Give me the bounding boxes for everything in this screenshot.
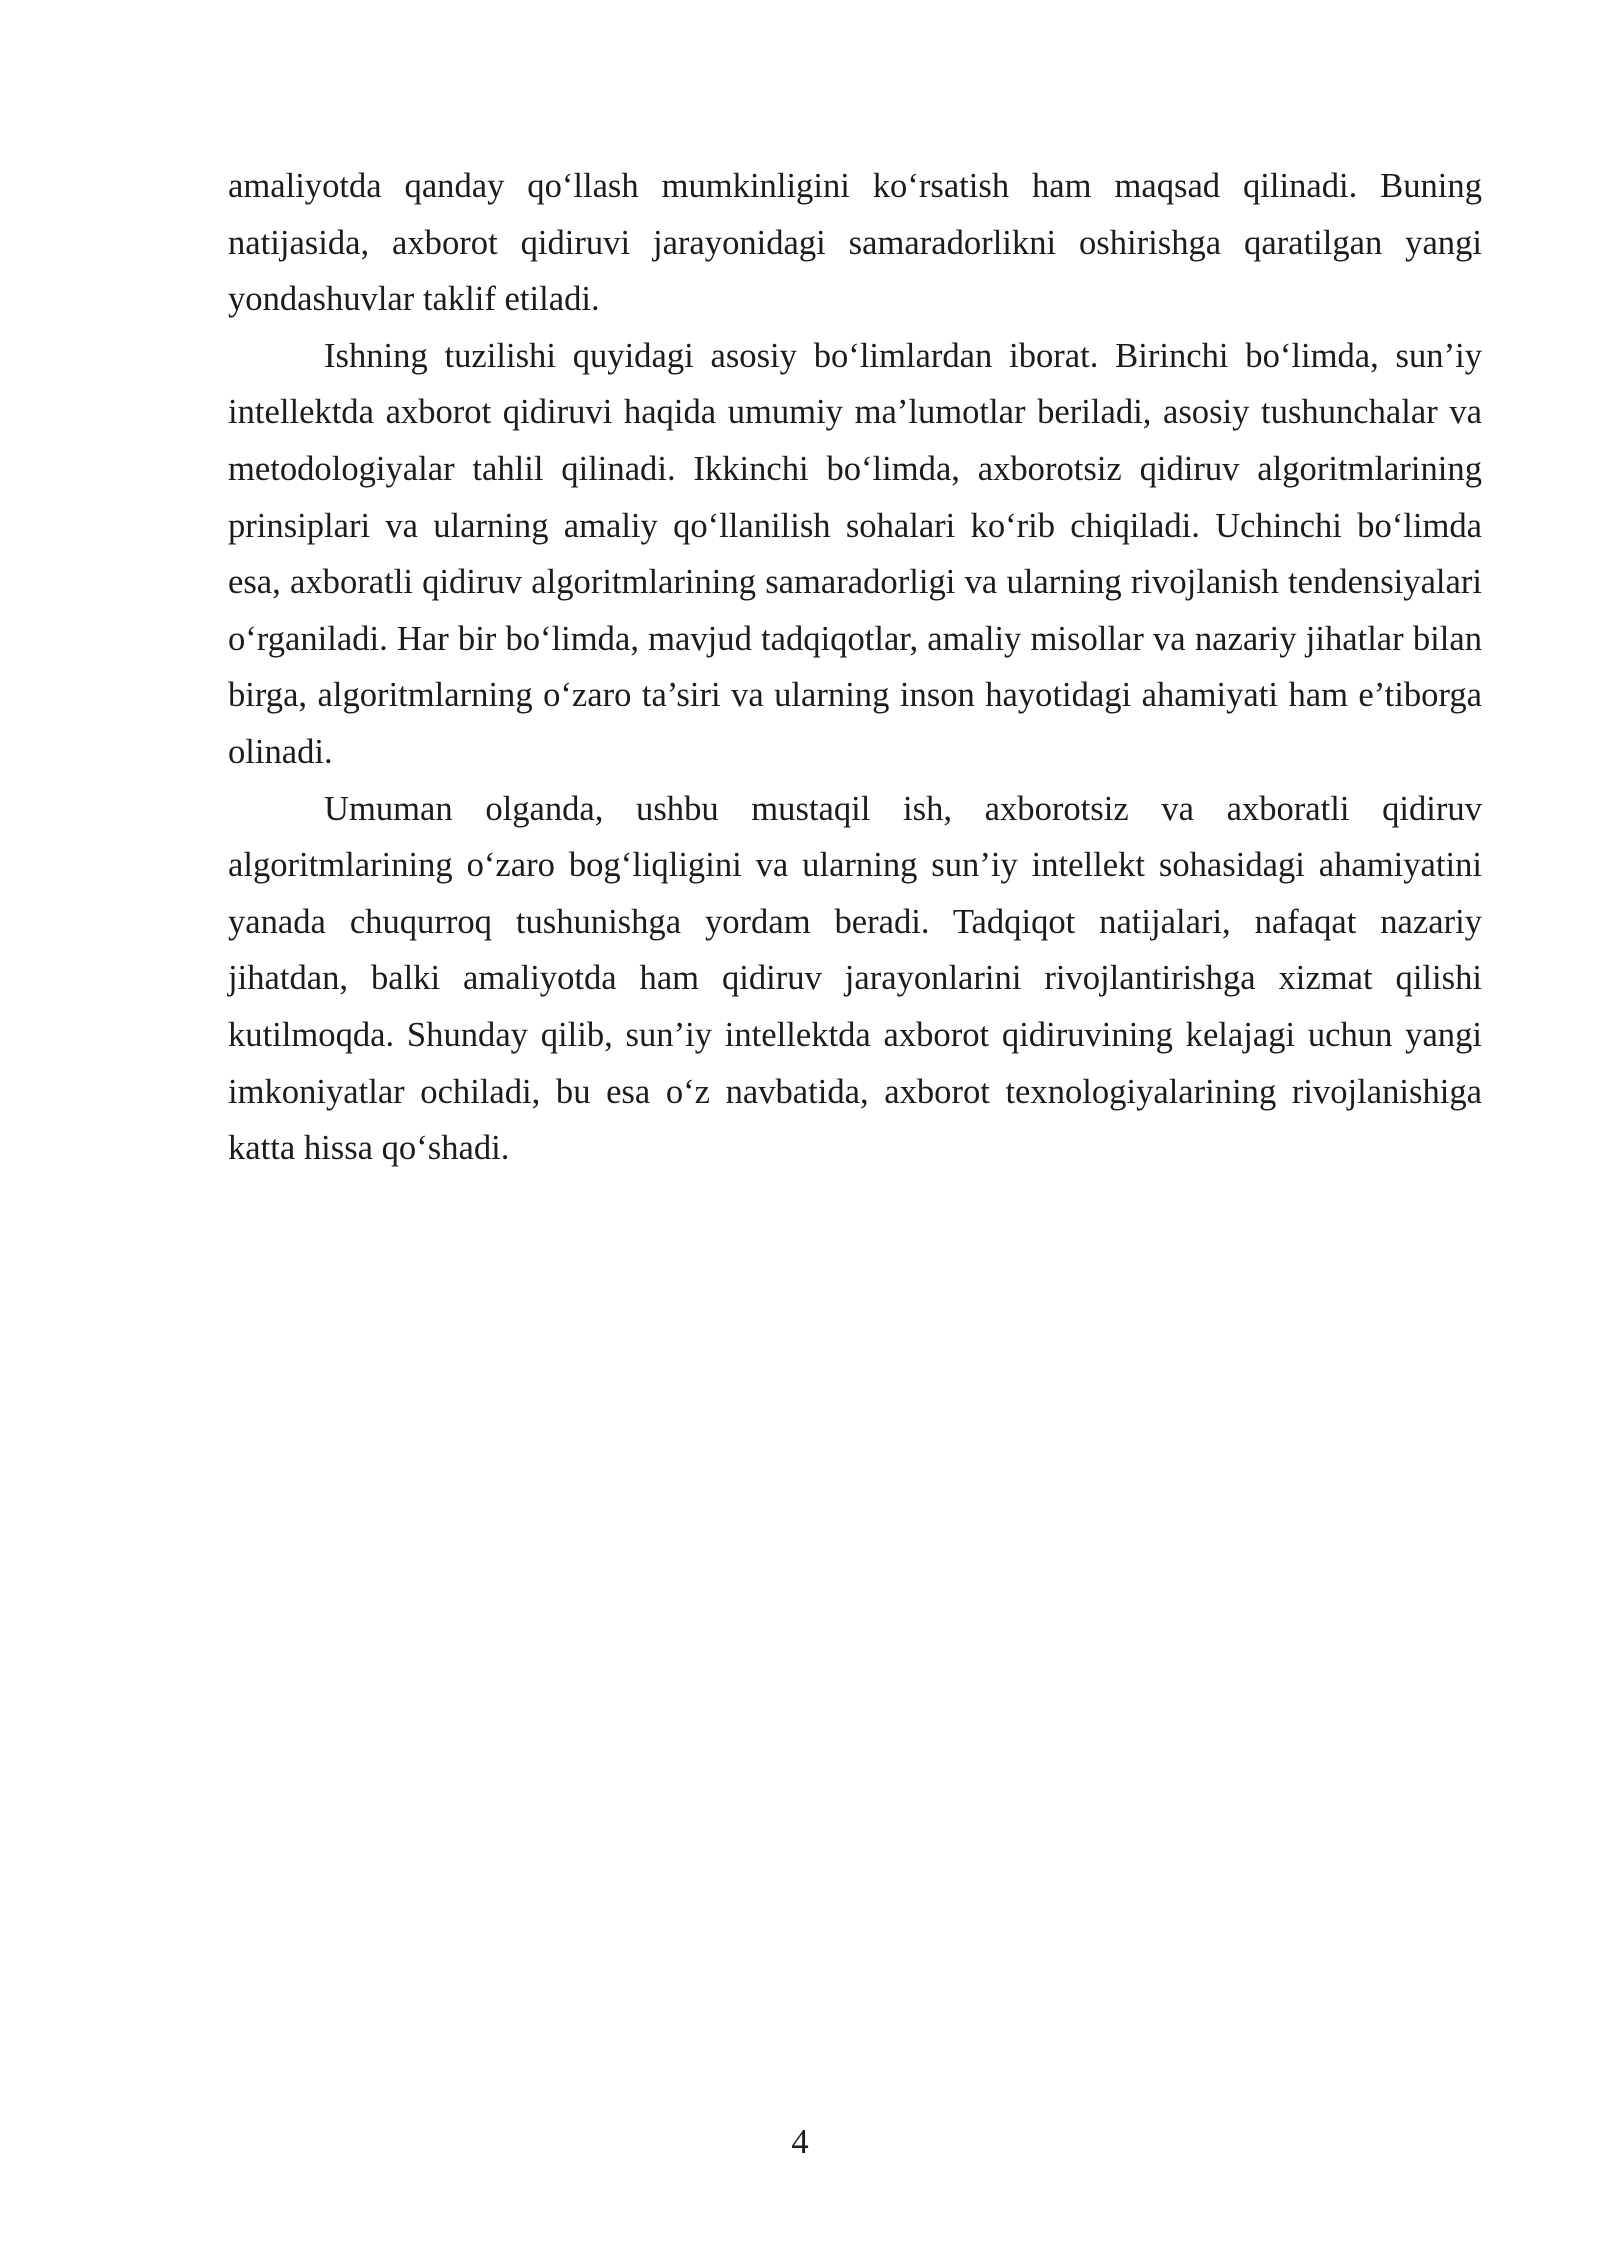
paragraph-3: Umuman olganda, ushbu mustaqil ish, axborotsiz va axboratli qidiruv algoritmlarining o‘zaro bog‘liqligini va ularning sun’iy intellekt sohasidagi ahamiyatini yanada chuqurroq tushunishga yordam beradi. Tadqiqot natijalari, nafaqat nazariy jihatdan, balki amaliyotda ham qidiruv jarayonlarini rivojlantirishga xizmat qilishi kutilmoqda. Shunday qilib, sun’iy intellektda axborot qidiruvining kelajagi uchun yangi imkoniyatlar ochiladi, bu esa o‘z navbatida, axborot texnologiyalarining rivojlanishiga katta hissa qo‘shadi. (228, 789, 1482, 1168)
paragraph-2: Ishning tuzilishi quyidagi asosiy bo‘limlardan iborat. Birinchi bo‘limda, sun’iy intellektda axborot qidiruvi haqida umumiy ma’lumotlar beriladi, asosiy tushunchalar va metodologiyalar tahlil qilinadi. Ikkinchi bo‘limda, axborotsiz qidiruv algoritmlarining prinsiplari va ularning amaliy qo‘llanilish sohalari ko‘rib chiqiladi. Uchinchi bo‘limda esa, axboratli qidiruv algoritmlarining samaradorligi va ularning rivojlanish tendensiyalari o‘rganiladi. Har bir bo‘limda, mavjud tadqiqotlar, amaliy misollar va nazariy jihatlar bilan birga, algoritmlarning o‘zaro ta’siri va ularning inson hayotidagi ahamiyati ham e’tiborga olinadi. (228, 336, 1482, 771)
page-number: 4 (791, 2123, 809, 2161)
document-body (228, 158, 1482, 1177)
paragraph-1: amaliyotda qanday qo‘llash mumkinligini ko‘rsatish ham maqsad qilinadi. Buning natijasida, axborot qidiruvi jarayonidagi samaradorlikni oshirishga qaratilgan yangi yondashuvlar taklif etiladi. (228, 167, 1482, 319)
